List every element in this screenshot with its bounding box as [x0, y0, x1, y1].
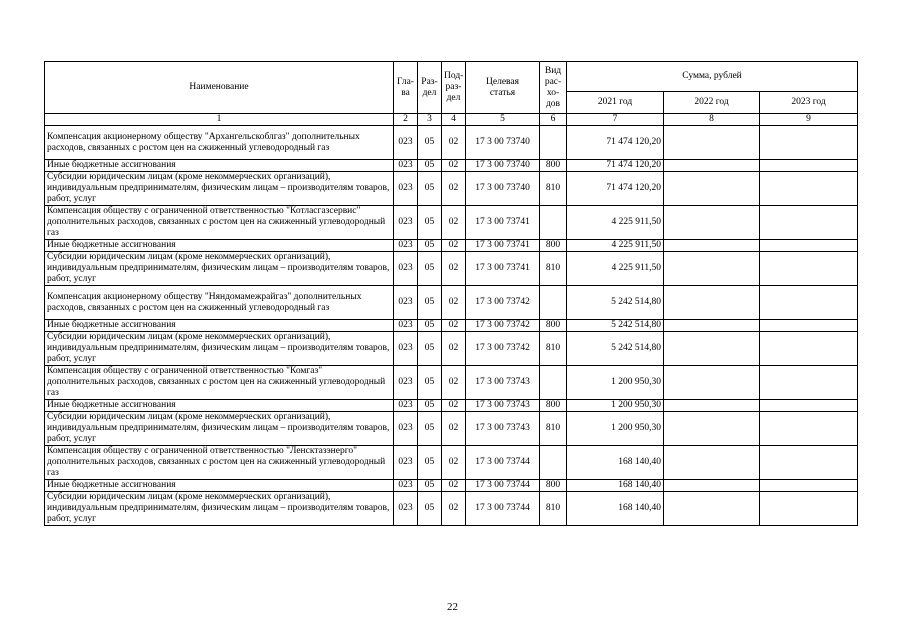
row-name: Компенсация акционерному обществу "Архангельскоблгаз" дополнительных расходов, связанных с ростом цен на сжиженный углеводородный газ — [45, 126, 394, 160]
row-sum-2022 — [664, 492, 760, 526]
header-year-2022: 2022 год — [664, 92, 760, 114]
row-vid-rashodov: 800 — [540, 320, 567, 332]
row-podrazdel: 02 — [442, 332, 466, 366]
header-podrazdel: Под- раз- дел — [442, 62, 466, 114]
table-row — [45, 172, 858, 206]
row-podrazdel: 02 — [442, 320, 466, 332]
row-sum-2021: 168 140,40 — [567, 446, 664, 480]
row-sum-2023 — [760, 480, 858, 492]
column-number: 1 — [45, 114, 394, 126]
row-name: Компенсация обществу с ограниченной ответственностью "Котласгазсервис" дополнительных расходов, связанных с ростом цен на сжиженный углеводородный газ — [45, 206, 394, 240]
row-tselevaya-statya: 17 3 00 73743 — [466, 366, 540, 400]
row-sum-2021: 1 200 950,30 — [567, 366, 664, 400]
row-glava: 023 — [394, 412, 418, 446]
row-sum-2021: 5 242 514,80 — [567, 332, 664, 366]
table-row — [45, 206, 858, 240]
row-sum-2022 — [664, 126, 760, 160]
row-podrazdel: 02 — [442, 172, 466, 206]
row-glava: 023 — [394, 400, 418, 412]
row-sum-2021: 71 474 120,20 — [567, 126, 664, 160]
row-name: Компенсация обществу с ограниченной ответственностью "Комгаз" дополнительных расходов, связанных с ростом цен на сжиженный углеводородный газ — [45, 366, 394, 400]
row-name: Иные бюджетные ассигнования — [45, 240, 394, 252]
row-razdel: 05 — [418, 252, 442, 286]
row-sum-2022 — [664, 332, 760, 366]
row-glava: 023 — [394, 446, 418, 480]
row-sum-2022 — [664, 400, 760, 412]
row-glava: 023 — [394, 240, 418, 252]
row-tselevaya-statya: 17 3 00 73740 — [466, 126, 540, 160]
table-row — [45, 412, 858, 446]
column-number: 2 — [394, 114, 418, 126]
row-sum-2023 — [760, 320, 858, 332]
row-vid-rashodov: 800 — [540, 400, 567, 412]
row-glava: 023 — [394, 172, 418, 206]
row-tselevaya-statya: 17 3 00 73742 — [466, 332, 540, 366]
row-name: Иные бюджетные ассигнования — [45, 320, 394, 332]
row-name: Субсидии юридическим лицам (кроме некоммерческих организаций), индивидуальным предпринимателям, физическим лицам – производителям товаров, работ, услуг — [45, 412, 394, 446]
column-number: 3 — [418, 114, 442, 126]
row-vid-rashodov — [540, 446, 567, 480]
row-sum-2023 — [760, 400, 858, 412]
table-row — [45, 480, 858, 492]
column-number: 5 — [466, 114, 540, 126]
header-razdel: Раз- дел — [418, 62, 442, 114]
row-razdel: 05 — [418, 480, 442, 492]
row-sum-2023 — [760, 492, 858, 526]
row-sum-2023 — [760, 172, 858, 206]
row-vid-rashodov: 810 — [540, 412, 567, 446]
row-sum-2022 — [664, 240, 760, 252]
table-row — [45, 160, 858, 172]
row-razdel: 05 — [418, 206, 442, 240]
row-sum-2023 — [760, 206, 858, 240]
row-razdel: 05 — [418, 240, 442, 252]
row-sum-2023 — [760, 160, 858, 172]
row-glava: 023 — [394, 492, 418, 526]
row-tselevaya-statya: 17 3 00 73743 — [466, 400, 540, 412]
row-vid-rashodov: 810 — [540, 252, 567, 286]
row-vid-rashodov — [540, 366, 567, 400]
header-vid-rashodov: Вид рас- хо- дов — [540, 62, 567, 114]
header-name: Наименование — [45, 62, 394, 114]
row-sum-2022 — [664, 480, 760, 492]
row-glava: 023 — [394, 320, 418, 332]
row-sum-2021: 5 242 514,80 — [567, 320, 664, 332]
table-row — [45, 492, 858, 526]
row-sum-2023 — [760, 446, 858, 480]
row-razdel: 05 — [418, 160, 442, 172]
row-sum-2021: 168 140,40 — [567, 480, 664, 492]
row-sum-2021: 4 225 911,50 — [567, 240, 664, 252]
row-tselevaya-statya: 17 3 00 73744 — [466, 492, 540, 526]
row-name: Субсидии юридическим лицам (кроме некоммерческих организаций), индивидуальным предпринимателям, физическим лицам – производителям товаров, работ, услуг — [45, 252, 394, 286]
row-tselevaya-statya: 17 3 00 73744 — [466, 480, 540, 492]
row-podrazdel: 02 — [442, 160, 466, 172]
row-sum-2021: 5 242 514,80 — [567, 286, 664, 320]
row-razdel: 05 — [418, 320, 442, 332]
row-podrazdel: 02 — [442, 366, 466, 400]
row-vid-rashodov — [540, 286, 567, 320]
row-name: Компенсация обществу с ограниченной ответственностью "Ленсктазэнерго" дополнительных расходов, связанных с ростом цен на сжиженный углеводородный газ — [45, 446, 394, 480]
row-razdel: 05 — [418, 366, 442, 400]
row-tselevaya-statya: 17 3 00 73744 — [466, 446, 540, 480]
column-number: 9 — [760, 114, 858, 126]
row-razdel: 05 — [418, 332, 442, 366]
table-row — [45, 126, 858, 160]
row-vid-rashodov: 810 — [540, 172, 567, 206]
row-sum-2022 — [664, 206, 760, 240]
row-tselevaya-statya: 17 3 00 73740 — [466, 160, 540, 172]
row-podrazdel: 02 — [442, 446, 466, 480]
row-sum-2022 — [664, 160, 760, 172]
row-sum-2021: 1 200 950,30 — [567, 412, 664, 446]
row-name: Субсидии юридическим лицам (кроме некоммерческих организаций), индивидуальным предпринимателям, физическим лицам – производителям товаров, работ, услуг — [45, 332, 394, 366]
table-row — [45, 400, 858, 412]
row-sum-2022 — [664, 286, 760, 320]
row-glava: 023 — [394, 206, 418, 240]
row-razdel: 05 — [418, 400, 442, 412]
row-tselevaya-statya: 17 3 00 73742 — [466, 286, 540, 320]
row-sum-2021: 71 474 120,20 — [567, 160, 664, 172]
row-sum-2023 — [760, 240, 858, 252]
column-number: 7 — [567, 114, 664, 126]
row-podrazdel: 02 — [442, 400, 466, 412]
row-podrazdel: 02 — [442, 252, 466, 286]
row-razdel: 05 — [418, 172, 442, 206]
row-vid-rashodov: 810 — [540, 332, 567, 366]
row-tselevaya-statya: 17 3 00 73740 — [466, 172, 540, 206]
row-vid-rashodov: 800 — [540, 240, 567, 252]
column-number: 6 — [540, 114, 567, 126]
header-year-2021: 2021 год — [567, 92, 664, 114]
row-razdel: 05 — [418, 492, 442, 526]
row-vid-rashodov: 800 — [540, 480, 567, 492]
row-name: Иные бюджетные ассигнования — [45, 480, 394, 492]
row-podrazdel: 02 — [442, 206, 466, 240]
row-sum-2022 — [664, 446, 760, 480]
table-row — [45, 320, 858, 332]
column-number-row — [45, 114, 858, 126]
header-glava: Гла- ва — [394, 62, 418, 114]
row-razdel: 05 — [418, 126, 442, 160]
header-summa: Сумма, рублей — [567, 62, 858, 92]
row-glava: 023 — [394, 160, 418, 172]
row-sum-2021: 4 225 911,50 — [567, 252, 664, 286]
row-sum-2023 — [760, 366, 858, 400]
row-tselevaya-statya: 17 3 00 73741 — [466, 240, 540, 252]
row-sum-2023 — [760, 126, 858, 160]
column-number: 8 — [664, 114, 760, 126]
row-glava: 023 — [394, 286, 418, 320]
table-row — [45, 366, 858, 400]
row-podrazdel: 02 — [442, 286, 466, 320]
row-name: Субсидии юридическим лицам (кроме некоммерческих организаций), индивидуальным предпринимателям, физическим лицам – производителям товаров, работ, услуг — [45, 172, 394, 206]
row-podrazdel: 02 — [442, 240, 466, 252]
row-name: Иные бюджетные ассигнования — [45, 400, 394, 412]
row-podrazdel: 02 — [442, 480, 466, 492]
row-tselevaya-statya: 17 3 00 73743 — [466, 412, 540, 446]
row-sum-2021: 4 225 911,50 — [567, 206, 664, 240]
row-razdel: 05 — [418, 412, 442, 446]
row-glava: 023 — [394, 366, 418, 400]
row-sum-2023 — [760, 286, 858, 320]
row-vid-rashodov — [540, 126, 567, 160]
row-sum-2022 — [664, 366, 760, 400]
row-sum-2021: 71 474 120,20 — [567, 172, 664, 206]
row-vid-rashodov: 810 — [540, 492, 567, 526]
row-razdel: 05 — [418, 286, 442, 320]
row-sum-2023 — [760, 252, 858, 286]
row-sum-2023 — [760, 332, 858, 366]
row-podrazdel: 02 — [442, 492, 466, 526]
row-podrazdel: 02 — [442, 412, 466, 446]
row-vid-rashodov — [540, 206, 567, 240]
row-vid-rashodov: 800 — [540, 160, 567, 172]
row-name: Иные бюджетные ассигнования — [45, 160, 394, 172]
row-sum-2021: 168 140,40 — [567, 492, 664, 526]
row-sum-2021: 1 200 950,30 — [567, 400, 664, 412]
row-tselevaya-statya: 17 3 00 73742 — [466, 320, 540, 332]
row-name: Компенсация акционерному обществу "Няндомамежрайгаз" дополнительных расходов, связанных с ростом цен на сжиженный углеводородный газ — [45, 286, 394, 320]
table-row — [45, 332, 858, 366]
table-row — [45, 240, 858, 252]
row-sum-2022 — [664, 252, 760, 286]
row-name: Субсидии юридическим лицам (кроме некоммерческих организаций), индивидуальным предпринимателям, физическим лицам – производителям товаров, работ, услуг — [45, 492, 394, 526]
row-podrazdel: 02 — [442, 126, 466, 160]
row-tselevaya-statya: 17 3 00 73741 — [466, 206, 540, 240]
budget-table — [44, 61, 858, 526]
table-row — [45, 446, 858, 480]
row-sum-2022 — [664, 412, 760, 446]
row-sum-2022 — [664, 172, 760, 206]
page-number: 22 — [447, 601, 458, 613]
row-tselevaya-statya: 17 3 00 73741 — [466, 252, 540, 286]
table-row — [45, 286, 858, 320]
row-razdel: 05 — [418, 446, 442, 480]
header-tselevaya-statya: Целевая статья — [466, 62, 540, 114]
row-sum-2022 — [664, 320, 760, 332]
row-glava: 023 — [394, 480, 418, 492]
row-sum-2023 — [760, 412, 858, 446]
row-glava: 023 — [394, 252, 418, 286]
column-number: 4 — [442, 114, 466, 126]
table-row — [45, 252, 858, 286]
row-glava: 023 — [394, 126, 418, 160]
row-glava: 023 — [394, 332, 418, 366]
header-year-2023: 2023 год — [760, 92, 858, 114]
